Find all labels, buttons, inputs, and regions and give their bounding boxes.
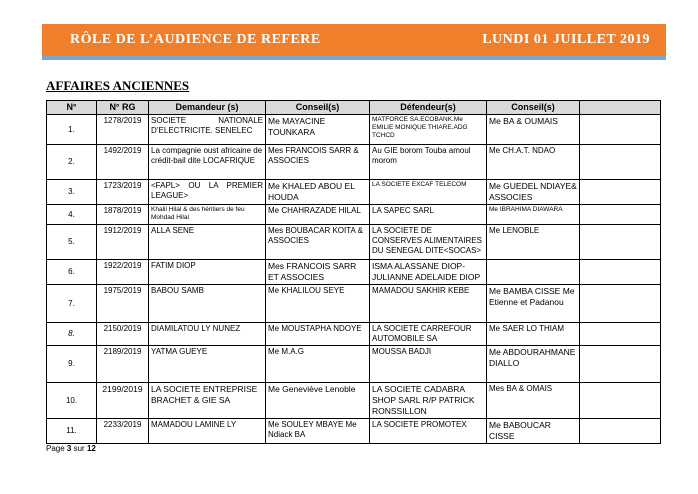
case-number: 5.	[47, 225, 97, 260]
case-defendant-counsel: Me ABDOURAHMANE DIALLO	[487, 346, 580, 383]
case-defendant: LA SOCIETE EXCAF TELECOM	[370, 180, 487, 205]
case-extra	[580, 323, 661, 346]
case-defendant-counsel: Me CH.A.T. NDAO	[487, 145, 580, 180]
case-plaintiff: DIAMILATOU LY NUNEZ	[149, 323, 266, 346]
case-plaintiff: YATMA GUEYE	[149, 346, 266, 383]
table-row	[47, 419, 661, 444]
col-header-defendant-counsel: Conseil(s)	[487, 101, 580, 115]
case-defendant: LA SOCIETE CADABRA SHOP SARL R/P PATRICK RONSSILLON	[370, 383, 487, 419]
case-plaintiff-counsel: Me MOUSTAPHA NDOYE	[266, 323, 370, 346]
case-number: 1.	[47, 115, 97, 145]
case-extra	[580, 383, 661, 419]
case-defendant: MATFORCE SA.ECOBANK.Me EMILIE MONIQUE THIARE.ADG TCHCD	[370, 115, 487, 145]
case-number: 7.	[47, 285, 97, 323]
col-header-defendant: Défendeur(s)	[370, 101, 487, 115]
table-row	[47, 383, 661, 419]
case-rg: 2150/2019	[97, 323, 149, 346]
case-number: 11.	[47, 419, 97, 444]
col-header-plaintiff-counsel: Conseil(s)	[266, 101, 370, 115]
table-row	[47, 323, 661, 346]
case-plaintiff: Khalil Hilal & des héritiers de feu Mohdad Hilal	[149, 205, 266, 225]
case-rg: 2233/2019	[97, 419, 149, 444]
case-number: 3.	[47, 180, 97, 205]
case-defendant-counsel: Me GUEDEL NDIAYE& ASSOCIES	[487, 180, 580, 205]
table-row	[47, 180, 661, 205]
page-current: 3	[66, 444, 72, 453]
case-plaintiff-counsel: Me SOULEY MBAYE Me Ndiack BA	[266, 419, 370, 444]
case-defendant-counsel	[487, 260, 580, 285]
case-extra	[580, 260, 661, 285]
case-plaintiff: SOCIETE NATIONALE D’ELECTRICITE. SENELEC	[149, 115, 266, 145]
table-row	[47, 225, 661, 260]
case-plaintiff: BABOU SAMB	[149, 285, 266, 323]
case-plaintiff: FATIM DIOP	[149, 260, 266, 285]
case-defendant-counsel: Mes BA & OMAIS	[487, 383, 580, 419]
case-plaintiff: MAMADOU LAMINE LY	[149, 419, 266, 444]
page-separator: sur	[73, 444, 85, 453]
case-plaintiff: LA SOCIETE ENTREPRISE BRACHET & GIE SA	[149, 383, 266, 419]
page-label: Page	[46, 444, 65, 453]
case-extra	[580, 145, 661, 180]
case-defendant: MOUSSA BADJI	[370, 346, 487, 383]
case-defendant: ISMA ALASSANE DIOP-JULIANNE ADELAIDE DIOP	[370, 260, 487, 285]
case-rg: 1912/2019	[97, 225, 149, 260]
case-extra	[580, 115, 661, 145]
case-defendant-counsel: Me IBRAHIMA DIAWARA	[487, 205, 580, 225]
table-row	[47, 285, 661, 323]
case-rg: 1723/2019	[97, 180, 149, 205]
case-defendant-counsel: Me LENOBLE	[487, 225, 580, 260]
table-header-row	[47, 101, 661, 115]
case-extra	[580, 419, 661, 444]
case-extra	[580, 225, 661, 260]
case-defendant-counsel: Me BABOUCAR CISSE	[487, 419, 580, 444]
case-defendant-counsel: Me BA & OUMAIS	[487, 115, 580, 145]
case-rg: 1922/2019	[97, 260, 149, 285]
case-plaintiff-counsel: Me MAYACINE TOUNKARA	[266, 115, 370, 145]
case-plaintiff-counsel: Me Geneviève Lenoble	[266, 383, 370, 419]
table-row	[47, 145, 661, 180]
case-plaintiff-counsel: Me CHAHRAZADE HILAL	[266, 205, 370, 225]
case-number: 4.	[47, 205, 97, 225]
case-defendant: LA SAPEC SARL	[370, 205, 487, 225]
col-header-extra	[580, 101, 661, 115]
case-rg: 1878/2019	[97, 205, 149, 225]
case-defendant-counsel: Me SAER LO THIAM	[487, 323, 580, 346]
case-plaintiff: ALLA SENE	[149, 225, 266, 260]
case-plaintiff-counsel: Mes BOUBACAR KOITA & ASSOCIES	[266, 225, 370, 260]
col-header-rg: N° RG	[97, 101, 149, 115]
cases-table	[46, 100, 661, 444]
table-row	[47, 346, 661, 383]
table-row	[47, 260, 661, 285]
case-rg: 1975/2019	[97, 285, 149, 323]
case-number: 2.	[47, 145, 97, 180]
table-row	[47, 115, 661, 145]
case-plaintiff-counsel: Me M.A.G	[266, 346, 370, 383]
case-defendant: LA SOCIETE PROMOTEX	[370, 419, 487, 444]
case-plaintiff-counsel: Mes FRANCOIS SARR ET ASSOCIES	[266, 260, 370, 285]
section-title: AFFAIRES ANCIENNES	[46, 78, 190, 93]
case-plaintiff-counsel: Me KHALED ABOU EL HOUDA	[266, 180, 370, 205]
case-extra	[580, 346, 661, 383]
col-header-number: N°	[47, 101, 97, 115]
case-number: 8.	[47, 323, 97, 346]
case-defendant-counsel: Me BAMBA CISSE Me Etienne et Padanou	[487, 285, 580, 323]
case-defendant: Au GIE borom Touba amoul morom	[370, 145, 487, 180]
case-defendant: LA SOCIETE CARREFOUR AUTOMOBILE SA	[370, 323, 487, 346]
case-defendant: MAMADOU SAKHIR KEBE	[370, 285, 487, 323]
col-header-plaintiff: Demandeur (s)	[149, 101, 266, 115]
hearing-date: LUNDI 01 JUILLET 2019	[482, 32, 650, 47]
case-rg: 2199/2019	[97, 383, 149, 419]
table-row	[47, 205, 661, 225]
case-number: 6.	[47, 260, 97, 285]
case-number: 9.	[47, 346, 97, 383]
header-underline	[42, 56, 666, 60]
hearing-title: RÔLE DE L’AUDIENCE DE REFERE	[70, 32, 321, 47]
case-rg: 1278/2019	[97, 115, 149, 145]
case-extra	[580, 180, 661, 205]
case-plaintiff: La compagnie oust africaine de crédit-bail dite LOCAFRIQUE	[149, 145, 266, 180]
case-rg: 2189/2019	[97, 346, 149, 383]
case-extra	[580, 205, 661, 225]
case-defendant: LA SOCIETE DE CONSERVES ALIMENTAIRES DU SENEGAL DITE<SOCAS>	[370, 225, 487, 260]
case-plaintiff: <FAPL> OU LA PREMIER LEAGUE>	[149, 180, 266, 205]
page-counter	[46, 444, 96, 453]
case-plaintiff-counsel: Me KHALILOU SEYE	[266, 285, 370, 323]
case-extra	[580, 285, 661, 323]
page-total: 12	[86, 444, 96, 453]
case-rg: 1492/2019	[97, 145, 149, 180]
case-plaintiff-counsel: Mes FRANCOIS SARR & ASSOCIES	[266, 145, 370, 180]
case-number: 10.	[47, 383, 97, 419]
